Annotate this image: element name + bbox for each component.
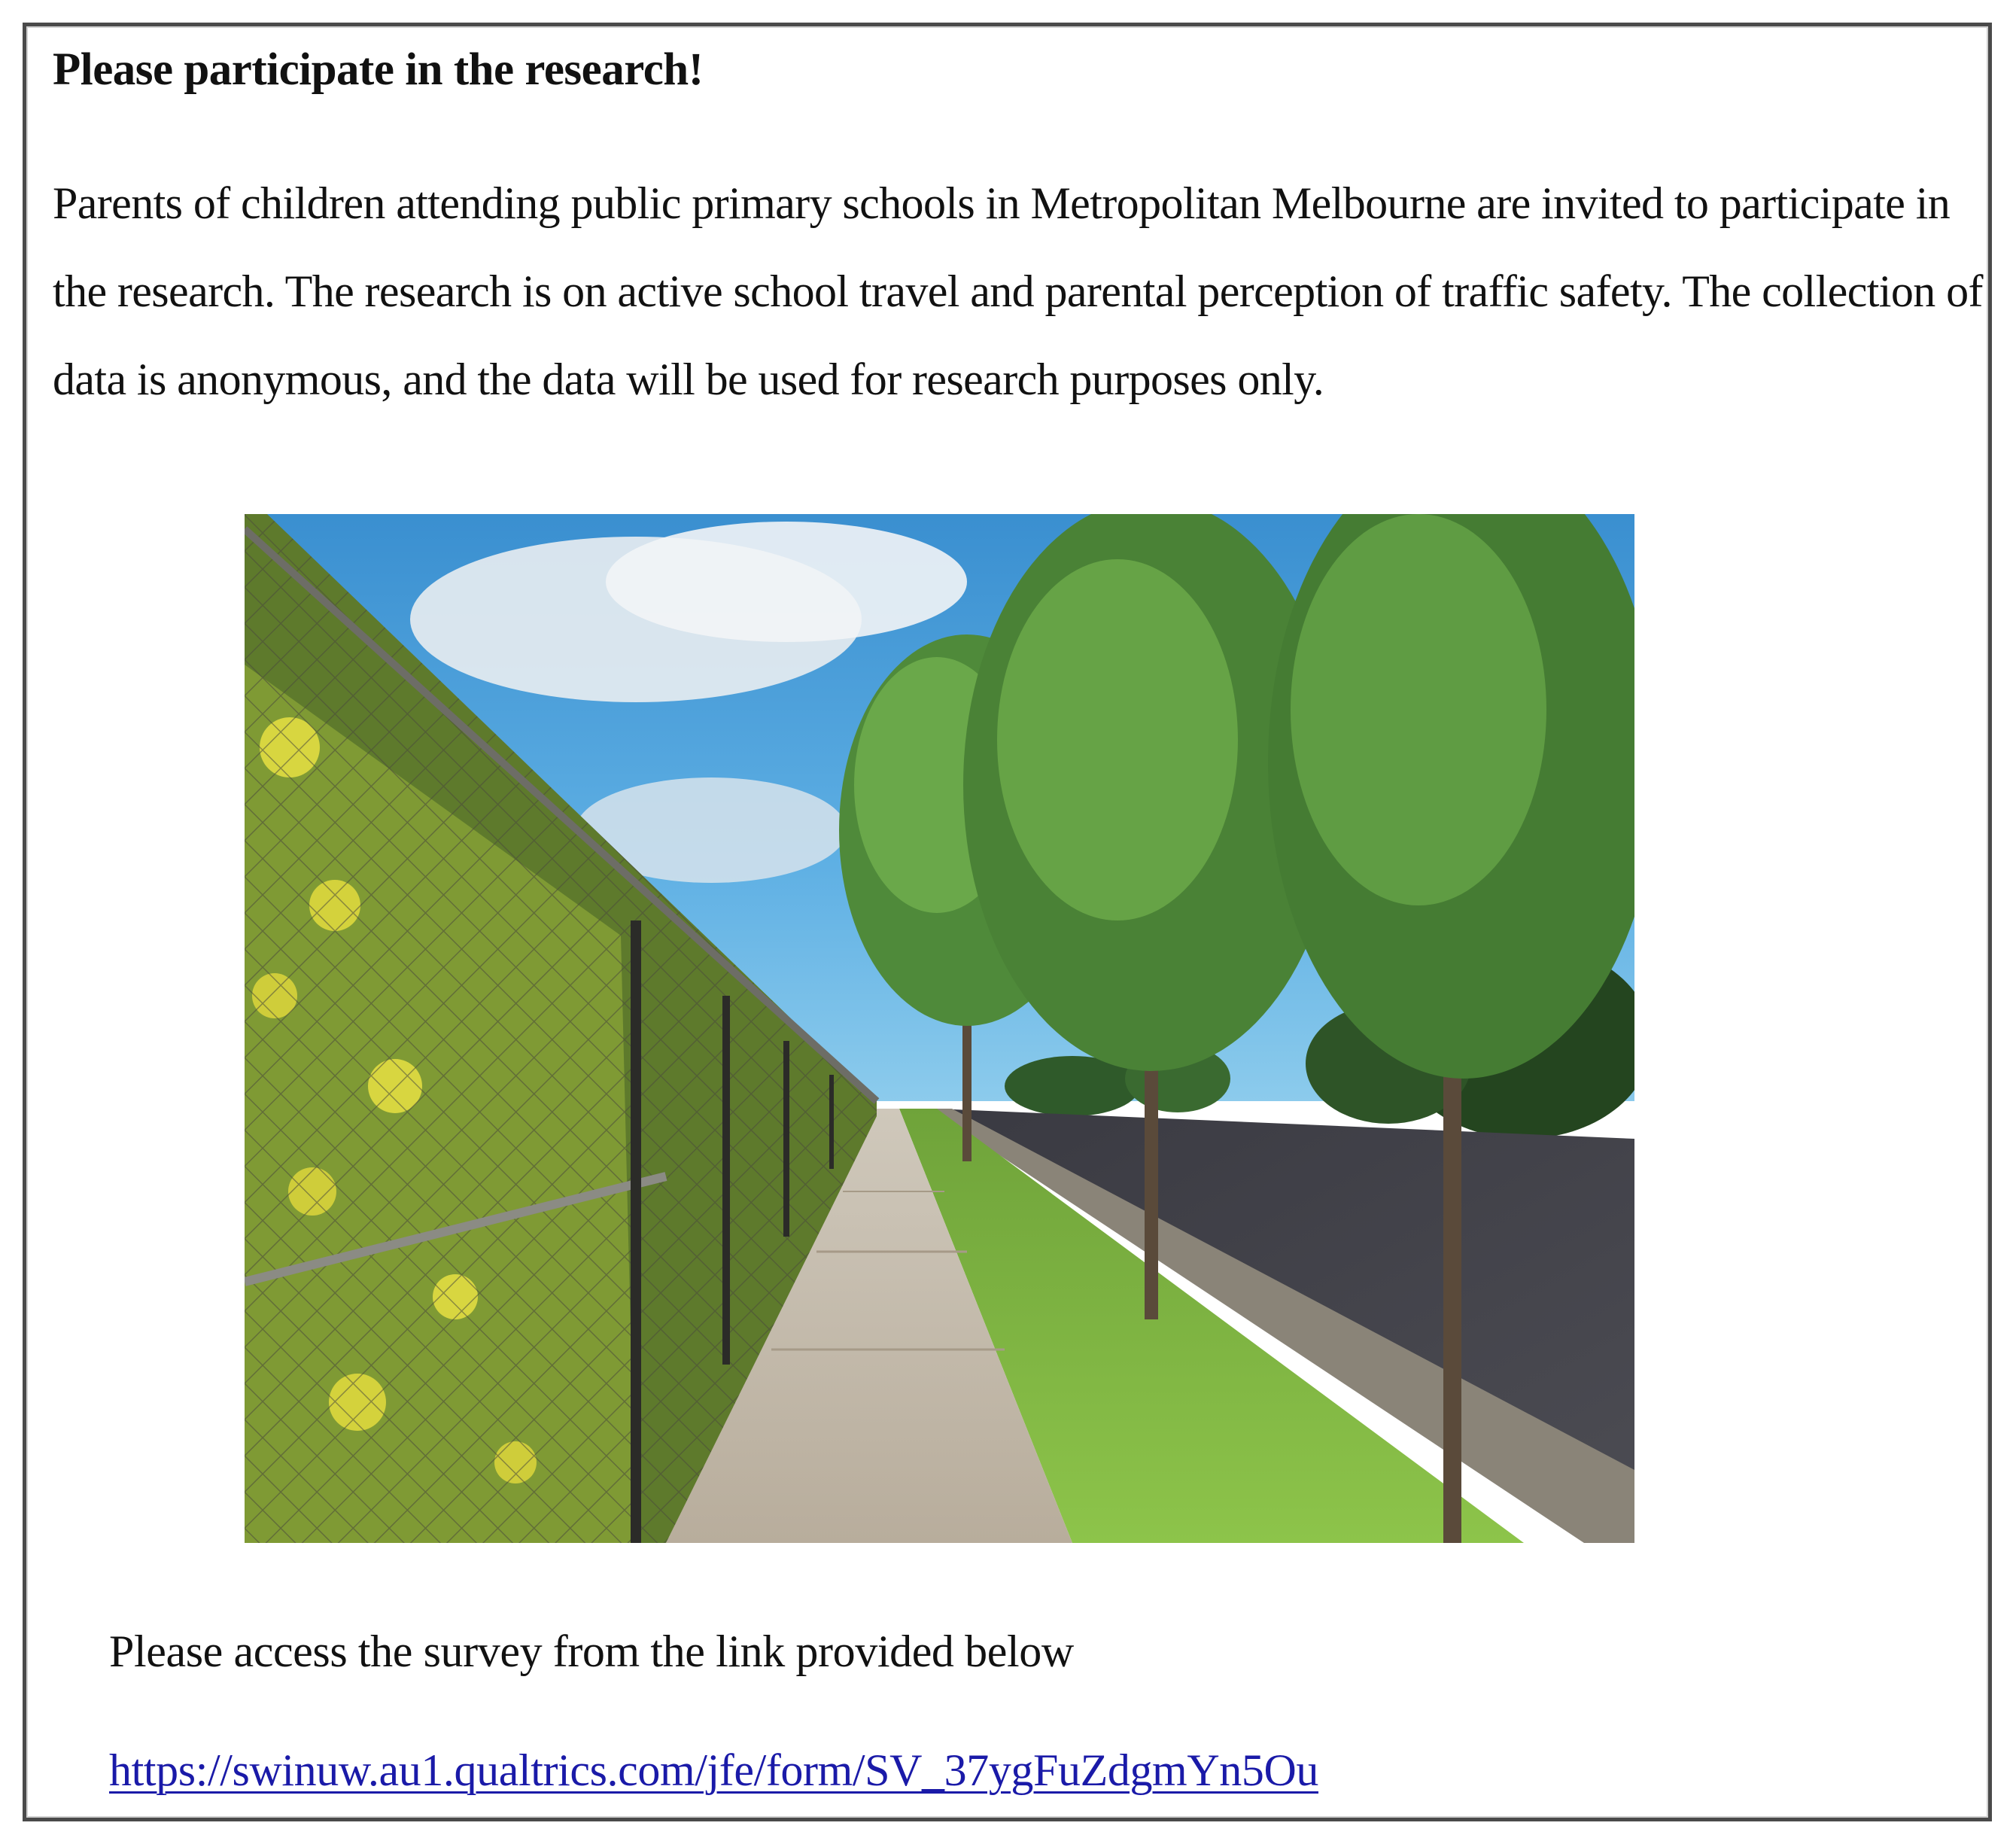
notice-heading: Please participate in the research! xyxy=(53,44,704,95)
survey-link[interactable]: https://swinuw.au1.qualtrics.com/jfe/form/SV_37ygFuZdgmYn5Ou xyxy=(109,1745,1318,1795)
survey-instruction: Please access the survey from the link provided below xyxy=(109,1626,1074,1676)
street-photo xyxy=(245,514,1634,1543)
notice-body: Parents of children attending public primary schools in Metropolitan Melbourne are invited to participate in the research. The research is on active school travel and parental perception of traffic safety. The collection of data is anonymous, and the data will be used for research purposes only. xyxy=(53,178,1983,404)
